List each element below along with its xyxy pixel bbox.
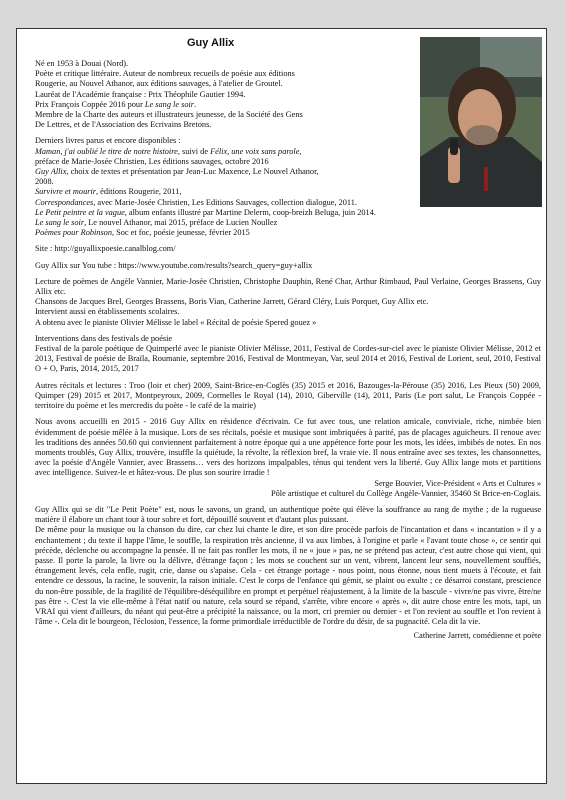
recitals-text: Autres récitals et lectures : Troo (loir et cher) 2009, Saint-Brice-en-Coglès (35) 2015 et 2016, Bazouges-la-Pérouse (35) 2016, Les Pieux (50) 2009, Quimper (29) 2015 et 2017, Montpeyroux, 2009, Cormelles le Royal (14), 2010, Giberville (14), 2011, Paris (Le port salut, Le François Coppée - territoire du poème et les mercredis du poète - le café de la mairie) (35, 380, 541, 411)
book-entry: Guy Allix, choix de textes et présentation par Jean-Luc Maxence, Le Nouvel Athanor, (35, 167, 319, 177)
book-entry: Le sang le soir, Le nouvel Athanor, mai 2015, préface de Lucien Noullez (35, 218, 278, 228)
festivals-text: Festival de la parole poétique de Quimperlé avec le pianiste Olivier Mélisse, 2011, Festival de Cordes-sur-ciel avec le pianiste Olivier Mélisse, 2012 et 2013, Festival de poésie de Braïla, Roumanie, septembre 2016, Festival de Montmeyan, Var, seul 2014 et 2016, Festival de Lorient, seul, 2010, Festival O + O, Paris, 2014, 2015, 2017 (35, 344, 541, 374)
closing-signature: Catherine Jarrett, comédienne et poète (413, 631, 541, 641)
document-body (35, 59, 541, 642)
book-entry: 2008. (35, 177, 54, 187)
bio-prize: Prix François Coppée 2016 pour Le sang le soir. (35, 99, 197, 109)
bio-line: Rougerie, au Nouvel Athanor, aux éditions sauvages, à l'atelier de Groutel. (35, 79, 283, 89)
readings-line: Intervient aussi en établissements scolaires. (35, 307, 180, 317)
bio-line: De Lettres, et de l'Association des Ecrivains Bretons. (35, 120, 212, 130)
readings-line: Lecture de poèmes de Angèle Vannier, Marie-Josée Christien, Christophe Dauphin, René Char, Arthur Rimbaud, Paul Verlaine, Georges Brassens, Guy Allix etc. (35, 276, 541, 297)
books-heading: Derniers livres parus et encore disponibles : (35, 136, 181, 146)
youtube-link: Guy Allix sur You tube : https://www.youtube.com/results?search_query=guy+allix (35, 260, 313, 270)
bio-line: Poète et critique littéraire. Auteur de nombreux recueils de poésie aux éditions (35, 69, 295, 79)
residence-signature: Pôle artistique et culturel du Collège Angèle-Vannier, 35460 St Brice-en-Coglais. (271, 488, 541, 498)
readings-line: A obtenu avec le pianiste Olivier Mélisse le label « Récital de poésie Spered gouez » (35, 317, 317, 327)
readings-section (35, 277, 541, 328)
musique-text: De même pour la musique ou la chanson du dire, car chez lui chante le dire, et son dire procède parfois de l'incantation et dans « incantation » il y a enchantement ; du texte il happe l'âme, le souffle, la respiration très ancienne, il va aux limbes, à l'origine et parle « l'avant toute chose », ce sentir qui précède, déclenche ou accompagne la pensée. Il ne fait pas ronfler les mots, il ne « joue » pas, ne se prétend pas acteur, c'est autre chose qui vient, qui passe. Il porte la parole, la livre ou la délivre, d'étrange façon ; les mots se couchent sur un vent, vibrent, lancent leur sens, nouvellement souffiés, étrangement levés, cela enfle, rugit, crie, danse ou s'apaise. Cela - cet étrange portage - nous point, nous étonne, nous tient muets à l'écoute, et fait entendre ce dessous, la racine, le souvenir, la raison initiale. C'est le corps de l'enfance qui gémit, se plaint ou exulte ; ce désarroi constant, prescience du non-être possible, de la fragilité de l'équilibre-déséquilibre en prompt et perpétuel réajustement, à la limite de la bascule - vivre/ne pas vivre, être/ne pas être -. C'est la vie elle-même à l'état natif ou nature, cela sourd se répand, s'arrête, vibre encore « après », dit autre chose entre les mots, tapi, un VRAI qui vient d'ailleurs, du néant qui peut-être a précipité la naissance, ou la mort, cri premier ou dernier - et l'on revient au souffle et l'on revient à l'âme -. Cela dit le bourgeon, l'éclosion, l'essence, la forme primordiale irréductible de l'ordre du désir, de sa pugnacité. Cela dit la vie. (35, 525, 541, 627)
festivals-heading: Interventions dans des festivals de poésie (35, 333, 173, 343)
readings-line: Chansons de Jacques Brel, Georges Brassens, Boris Vian, Catherine Jarrett, Gérard Cléry, Luis Porquet, Guy Allix etc. (35, 297, 429, 307)
petit-poete-text: Guy Allix qui se dit "Le Petit Poète" est, nous le savons, un grand, un authentique poète qui élève la souffrance au rang de mythe ; de la rugueuse matière il élabore un chant tour à tour sobre et fort, dépouillé souvent et d'autant plus puissant. (35, 504, 541, 525)
book-entry: Survivre et mourir, éditions Rougerie, 2011, (35, 187, 182, 197)
bio-section (35, 59, 415, 130)
document-page (16, 28, 547, 784)
residence-text: Nous avons accueilli en 2015 - 2016 Guy Allix en résidence d'écrivain. Ce fut avec tous, une relation amicale, conviviale, riche, nimbée bien évidemment de poésie mêlée à la musique. Lors de ses récitals, poésie et musique sont imbriquées à parité, pas de placages aguicheurs. Il renoue avec les traditions des années 50.60 qui conviennent parfaitement à notre époque qui a une appétence forte pour les mots, les idées, imbibés de notes. En nos moments troublés, Guy Allix, trouvère, insuffle la quiétude, la révolte, la réflexion bref, la vraie vie. Il nous entraîne avec ses textes, les chansonnettes, avec la poésie d'Angèle Vannier, avec Brassens… vers des horizons impalpables, ténus qui tendent vers la liberté. Guy Allix lange mots et partitions avec intelligence. Suivez-le et hâtez-vous. De plus son sourire irradie ! (35, 417, 541, 478)
bio-line: Membre de la Charte des auteurs et illustrateurs jeunesse, de la Société des Gens (35, 110, 303, 120)
bio-line: Lauréat de l'Académie française : Prix Théophile Gautier 1994. (35, 89, 246, 99)
book-entry: préface de Marie-Josée Christien, Les éditions sauvages, octobre 2016 (35, 156, 269, 166)
book-entry: Maman, j'ai oublié le titre de notre histoire, suivi de Félix, une voix sans parole, (35, 146, 302, 156)
site-link: Site : http://guyallixpoesie.canalblog.com/ (35, 244, 176, 254)
bio-line: Né en 1953 à Douai (Nord). (35, 59, 129, 68)
book-entry: Le Petit peintre et la vague, album enfants illustré par Martine Delerm, coop-breizh Beluga, juin 2014. (35, 207, 376, 217)
residence-signature: Serge Bouvier, Vice-Président « Arts et Cultures » (374, 478, 541, 488)
books-section (35, 136, 541, 238)
book-entry: Poèmes pour Robinson, Soc et foc, poésie jeunesse, février 2015 (35, 228, 250, 238)
page-title: Guy Allix (187, 37, 235, 49)
book-entry: Correspondances, avec Marie-Josée Christien, Les Editions Sauvages, collection dialogue, 2011. (35, 197, 357, 207)
